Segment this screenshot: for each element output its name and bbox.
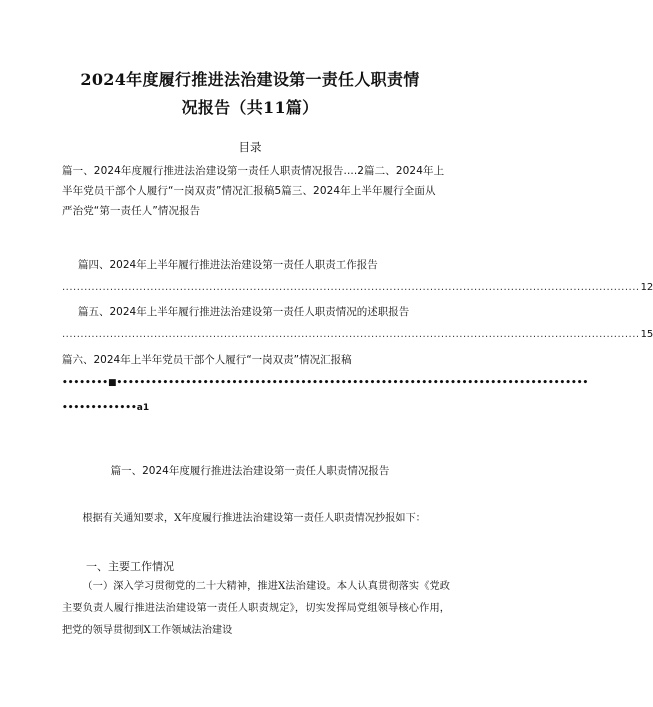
toc-entry-4[interactable]: 篇四、2024年上半年履行推进法治建设第一责任人职责工作报告 [78,259,378,271]
intro-paragraph: 根据有关通知要求，X年度履行推进法治建设第一责任人职责情况抄报如下： [82,513,426,524]
toc-entry-4-page: 12 [640,282,653,293]
toc-heading: 目录 [238,140,262,154]
toc-entry-5-leader [62,329,653,340]
toc-entry-4-leader [62,282,653,293]
leader-dots: ............................................................................................................................................................. [62,329,640,340]
document-title [40,66,460,122]
leader-dots: ............................................................................................................................................................. [62,282,640,293]
toc-entry-5[interactable]: 篇五、2024年上半年履行推进法治建设第一责任人职责情况的述职报告 [78,306,410,318]
title-line-1: 2024年度履行推进法治建设第一责任人职责情 [80,70,420,89]
title-line-2: 况报告（共11篇） [181,98,319,117]
body-paragraph-1: （一）深入学习贯彻党的二十大精神，推进X法治建设。本人认真贯彻落实《党政主要负责人履行推进法治建设第一责任人职责规定》，切实发挥局党组领导核心作用，把党的领导贯彻到X工作领域法治建设 [62,581,450,636]
toc-entry-6-leader-1: ••••••••■•••••••••••••••••••••••••••••••••••••••••••••••••••••••••••••••••••••••••••••••••• [62,378,589,388]
section-title: 篇一、2024年度履行推进法治建设第一责任人职责情况报告 [110,465,390,477]
toc-entry-6-leader-2: •••••••••••••a1 [62,403,150,413]
toc-entry-5-page: 15 [640,329,653,340]
toc-entry-6[interactable]: 篇六、2024年上半年党员干部个人履行“一岗双责”情况汇报稿 [62,354,352,366]
toc-entries-1-3[interactable]: 篇一、2024年度履行推进法治建设第一责任人职责情况报告....2篇二、2024年上半年党员干部个人履行“一岗双责”情况汇报稿5篇三、2024年上半年履行全面从严治党“第一责任人”情况报告 [62,165,445,217]
section-heading-1: 一、主要工作情况 [86,560,174,573]
